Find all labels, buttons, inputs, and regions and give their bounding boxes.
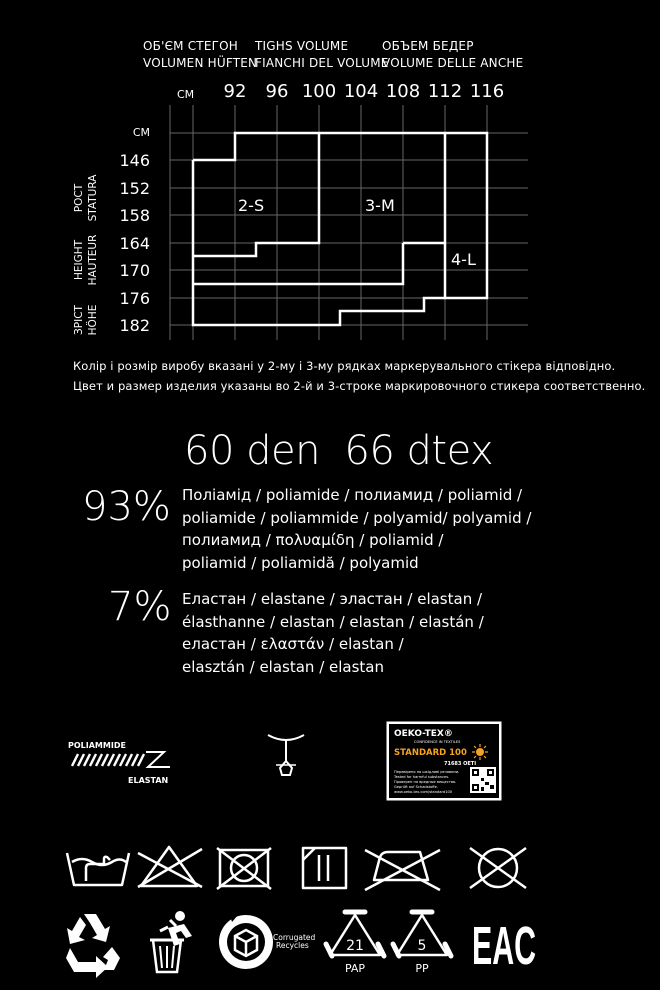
tidyman-icon xyxy=(150,911,192,972)
height-label: HAUTEUR xyxy=(87,234,99,286)
qr-code-icon xyxy=(470,767,496,793)
hip-value: 112 xyxy=(427,81,463,102)
oekotex-line: Проверен на вредные вещества. xyxy=(394,780,457,784)
percent-elastane: 7% xyxy=(108,584,172,630)
size-label-4l: 4-L xyxy=(451,250,476,269)
note-ru: Цвет и размер изделия указаны во 2-й и 3-строке маркировочного стикера соответственно. xyxy=(73,379,646,393)
unit-cm-label: СМ xyxy=(132,126,150,139)
height-value: 146 xyxy=(119,151,150,170)
oekotex-number: 71683 OETI xyxy=(444,761,477,767)
oekotex-line: Tested for harmful substances. xyxy=(394,775,450,779)
height-value: 170 xyxy=(119,261,150,280)
oekotex-standard: STANDARD 100 xyxy=(394,748,467,758)
hanger-icon xyxy=(262,727,310,782)
no-tumble-dry-icon xyxy=(217,848,271,889)
recycling-symbols xyxy=(0,900,660,985)
height-value: 158 xyxy=(119,206,150,225)
hip-value: 104 xyxy=(343,81,379,102)
note-ua: Колір і розмір виробу вказані у 2-му і 3-му рядках маркерувального стікера відповідно. xyxy=(73,359,616,373)
eac-mark-icon xyxy=(472,916,536,976)
height-label: HEIGHT xyxy=(73,239,85,281)
corrugated-line: Recycles xyxy=(276,941,309,950)
pp-recycle-icon xyxy=(393,912,451,975)
volume-label: ОБ'ЄМ СТЕГОН xyxy=(143,39,239,53)
size-chart xyxy=(0,0,660,345)
volume-label: FIANCHI DEL VOLUME xyxy=(255,56,389,70)
pap-recycle-icon xyxy=(326,912,384,975)
material-line: poliamid / poliamidă / polyamid xyxy=(182,553,419,572)
material-elastane xyxy=(182,588,484,678)
fabric-icon-bottom-label: ELASTAN xyxy=(128,776,169,785)
oekotex-line: www.oeko-tex.com/standard100 xyxy=(394,790,453,794)
hip-value: 92 xyxy=(223,81,247,102)
height-value: 164 xyxy=(119,234,150,253)
corrugated-line: Corrugated xyxy=(273,933,316,942)
pp-code: PP xyxy=(415,962,429,975)
drip-dry-icon xyxy=(303,848,346,888)
recycle-icon xyxy=(66,914,120,978)
volume-label: TIGHS VOLUME xyxy=(255,39,349,53)
size-label-3m: 3-M xyxy=(365,196,395,215)
oekotex-sun-icon xyxy=(472,744,488,760)
oekotex-line: Перевірено на шкідливі речовини. xyxy=(394,770,460,774)
pp-number: 5 xyxy=(417,938,427,954)
volume-label: ОБЪЕМ БЕДЕР xyxy=(382,39,474,53)
unit-cm-label: СМ xyxy=(177,88,195,101)
material-line: еластан / ελαστάν / elastan / xyxy=(182,635,404,653)
height-label: HÖHE xyxy=(87,304,99,336)
percent-polyamide: 93% xyxy=(82,484,171,530)
corrugated-recycles-icon xyxy=(219,910,316,972)
material-line: elasztán / elastan / elastan xyxy=(182,657,385,676)
oekotex-label xyxy=(386,721,502,801)
hip-value: 96 xyxy=(265,81,289,102)
oekotex-line: Geprüft auf Schadstoffe. xyxy=(394,785,439,789)
care-symbols xyxy=(0,835,660,895)
oekotex-brand: OEKO-TEX® xyxy=(394,729,453,739)
size-label-2s: 2-S xyxy=(238,196,265,215)
svg-text:EAC: EAC xyxy=(472,916,536,976)
height-value: 152 xyxy=(119,179,150,198)
pap-number: 21 xyxy=(346,938,364,954)
no-dry-clean-icon xyxy=(470,848,526,888)
hand-wash-icon xyxy=(67,853,129,885)
pap-code: PAP xyxy=(344,962,366,975)
material-polyamide xyxy=(182,484,531,574)
volume-label: VOLUMEN HÜFTEN xyxy=(143,56,258,70)
density-title: 60 den 66 dtex xyxy=(184,428,494,474)
height-value: 176 xyxy=(119,289,150,308)
height-label: ЗРІСТ xyxy=(73,305,85,335)
height-label: РОСТ xyxy=(73,183,85,213)
fabric-yarn-icon xyxy=(66,735,181,790)
material-line: élasthanne / elastan / elastan / elastán / xyxy=(182,612,484,631)
material-line: Еластан / elastane / эластан / elastan / xyxy=(182,590,483,608)
no-bleach-icon xyxy=(138,847,202,887)
volume-label: VOLUME DELLE ANCHE xyxy=(382,56,524,70)
fabric-icon-top-label: POLIAMMIDE xyxy=(68,741,126,750)
material-line: полиамид / πολυαμίδη / poliamid / xyxy=(182,531,444,549)
height-value: 182 xyxy=(119,316,150,335)
hip-value: 100 xyxy=(301,81,337,102)
hip-value: 116 xyxy=(469,81,505,102)
hip-value: 108 xyxy=(385,81,421,102)
height-label: STATURA xyxy=(87,174,99,222)
no-iron-icon xyxy=(365,850,440,890)
material-line: Поліамід / poliamide / полиамид / poliamid / xyxy=(182,486,523,504)
oekotex-tagline: CONFIDENCE IN TEXTILES xyxy=(414,740,461,744)
material-line: poliamide / poliammide / polyamid/ polyamid / xyxy=(182,508,532,527)
